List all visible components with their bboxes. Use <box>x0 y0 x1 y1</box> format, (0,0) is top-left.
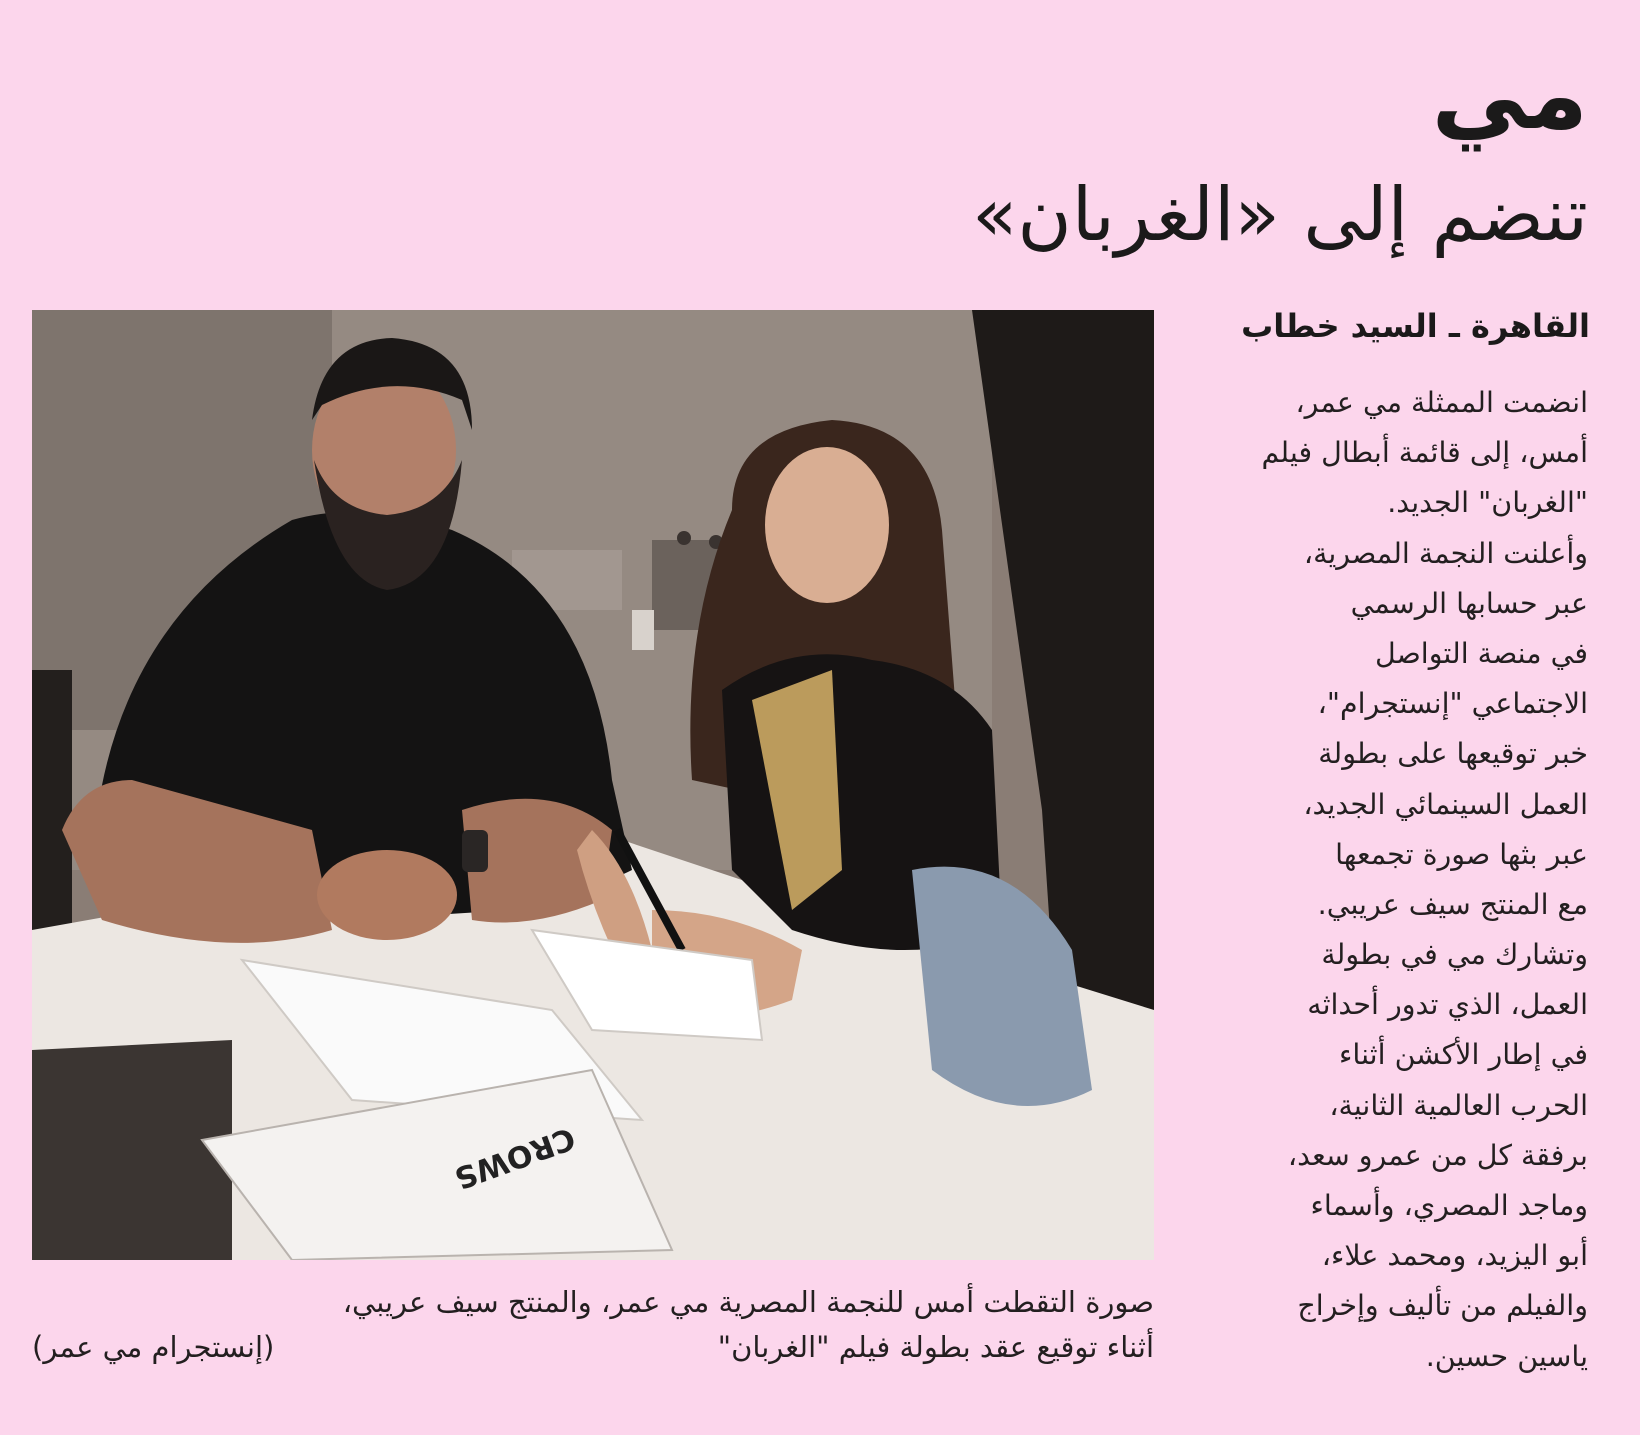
photo-print-text: CROWS <box>449 1119 580 1196</box>
headline-main: مي <box>1431 39 1588 151</box>
body-line: والفيلم من تأليف وإخراج <box>1297 1289 1588 1323</box>
body-line: الاجتماعي "إنستجرام"، <box>1317 687 1588 721</box>
body-line: برفقة كل من عمرو سعد، <box>1287 1138 1588 1172</box>
body-line: عبر حسابها الرسمي <box>1350 586 1588 620</box>
body-line: عبر بثها صورة تجمعها <box>1335 837 1588 871</box>
body-line: الحرب العالمية الثانية، <box>1329 1088 1588 1122</box>
caption-line: أثناء توقيع عقد بطولة فيلم "الغربان" <box>717 1330 1154 1364</box>
photo-illustration <box>32 310 1154 1260</box>
body-line: وأعلنت النجمة المصرية، <box>1303 536 1588 570</box>
article-body <box>1208 378 1588 1382</box>
body-line: العمل السينمائي الجديد، <box>1303 787 1588 821</box>
body-line: في إطار الأكشن أثناء <box>1339 1038 1588 1072</box>
body-line: "الغربان" الجديد. <box>1387 486 1588 520</box>
body-line: في منصة التواصل <box>1375 636 1588 670</box>
body-line: أبو اليزيد، ومحمد علاء، <box>1321 1239 1588 1273</box>
body-line: ياسين حسين. <box>1425 1339 1588 1373</box>
headline-subtitle: تنضم إلى «الغربان» <box>972 172 1588 258</box>
caption-line: صورة التقطت أمس للنجمة المصرية مي عمر، والمنتج سيف عريبي، <box>342 1285 1154 1319</box>
body-line: مع المنتج سيف عريبي. <box>1317 887 1588 921</box>
byline: القاهرة ـ السيد خطاب <box>1241 307 1590 345</box>
article-photo <box>32 310 1154 1260</box>
body-line: العمل، الذي تدور أحداثه <box>1307 988 1588 1022</box>
body-line: خبر توقيعها على بطولة <box>1318 737 1588 771</box>
body-line: أمس، إلى قائمة أبطال فيلم <box>1261 436 1588 470</box>
photo-credit: (إنستجرام مي عمر) <box>32 1330 275 1364</box>
body-line: انضمت الممثلة مي عمر، <box>1295 386 1588 419</box>
body-line: وماجد المصري، وأسماء <box>1310 1189 1588 1222</box>
body-line: وتشارك مي في بطولة <box>1321 938 1588 972</box>
